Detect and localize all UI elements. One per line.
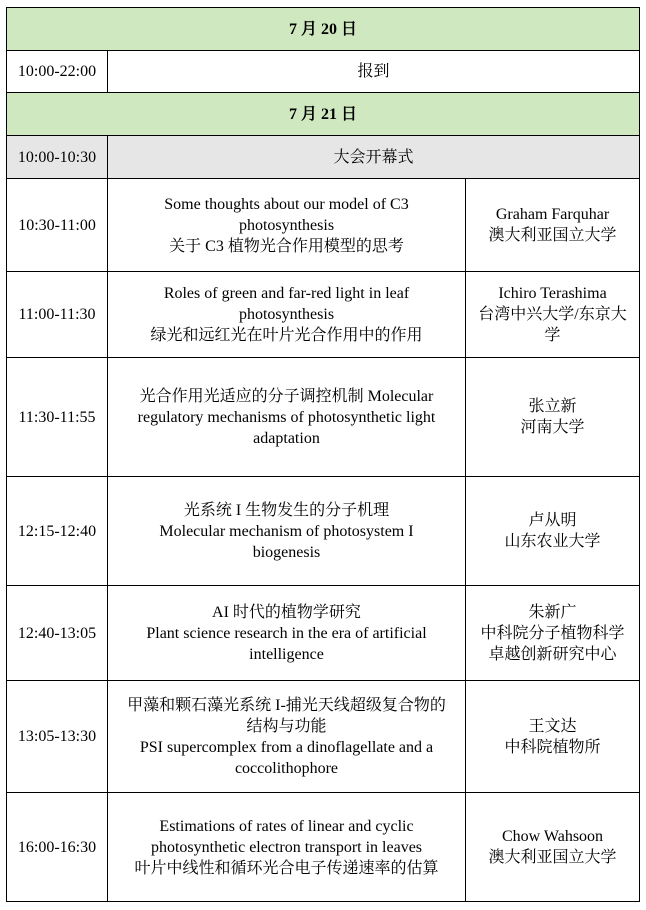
speaker-name: 卢从明 [528, 512, 577, 529]
speaker-affiliation: 山东农业大学 [504, 533, 601, 550]
schedule-row [7, 136, 640, 179]
speaker-cell [466, 477, 640, 586]
talk-title-cell [108, 358, 466, 477]
schedule-table [6, 7, 640, 902]
talk-title-cell [108, 793, 466, 902]
schedule-row [7, 586, 640, 681]
talk-title-cell [108, 272, 466, 358]
time-cell: 12:40-13:05 [7, 586, 108, 681]
schedule-row [7, 793, 640, 902]
speaker-name: Ichiro Terashima [498, 285, 607, 302]
day-header: 7 月 20 日 [7, 8, 640, 51]
talk-title-line: 光合作用光适应的分子调控机制 Molecular [139, 387, 434, 405]
schedule-row [7, 358, 640, 477]
talk-title-cell [108, 179, 466, 272]
speaker-affiliation: 澳大利亚国立大学 [488, 227, 617, 244]
talk-title-line: biogenesis [252, 543, 321, 561]
talk-title-line: 结构与功能 [246, 717, 327, 735]
time-cell: 11:30-11:55 [7, 358, 108, 477]
speaker-affiliation: 河南大学 [520, 419, 585, 436]
schedule-row [7, 477, 640, 586]
speaker-name: Chow Wahsoon [501, 828, 604, 845]
schedule-row [7, 681, 640, 793]
time-cell: 10:00-22:00 [7, 51, 108, 93]
talk-title-line: Plant science research in the era of artificial [146, 624, 427, 642]
speaker-cell [466, 358, 640, 477]
speaker-affiliation: 卓越创新研究中心 [488, 645, 617, 663]
talk-title-cell [108, 681, 466, 793]
speaker-cell [466, 681, 640, 793]
event-cell: 报到 [108, 51, 640, 93]
day-header-row [7, 93, 640, 136]
speaker-affiliation: 中科院植物所 [504, 738, 601, 756]
talk-title-line: photosynthesis [238, 216, 335, 234]
time-cell: 10:30-11:00 [7, 179, 108, 272]
schedule-row [7, 51, 640, 93]
talk-title-line: Estimations of rates of linear and cyclic [159, 817, 414, 835]
time-cell: 11:00-11:30 [7, 272, 108, 358]
speaker-name: Graham Farquhar [495, 206, 610, 223]
speaker-name: 张立新 [528, 398, 577, 415]
talk-title-line: 绿光和远红光在叶片光合作用中的作用 [150, 327, 423, 344]
day-header: 7 月 21 日 [7, 93, 640, 136]
speaker-affiliation: 中科院分子植物科学 [480, 624, 625, 642]
speaker-name: 王文达 [528, 717, 577, 735]
time-cell: 13:05-13:30 [7, 681, 108, 793]
talk-title-cell [108, 477, 466, 586]
talk-title-line: 甲藻和颗石藻光系统 I-捕光天线超级复合物的 [127, 696, 446, 714]
schedule-row [7, 179, 640, 272]
event-cell: 大会开幕式 [108, 136, 640, 179]
talk-title-line: photosynthesis [238, 306, 335, 323]
speaker-affiliation: 学 [544, 327, 561, 344]
schedule-row [7, 272, 640, 358]
talk-title-line: regulatory mechanisms of photosynthetic light [137, 408, 436, 426]
speaker-affiliation: 澳大利亚国立大学 [488, 849, 617, 866]
time-cell: 12:15-12:40 [7, 477, 108, 586]
talk-title-line: PSI supercomplex from a dinoflagellate and a [139, 738, 434, 756]
talk-title-line: Some thoughts about our model of C3 [164, 195, 409, 213]
speaker-cell [466, 793, 640, 902]
speaker-cell [466, 179, 640, 272]
talk-title-line: intelligence [249, 645, 324, 663]
talk-title-line: 叶片中线性和循环光合电子传递速率的估算 [134, 859, 439, 877]
speaker-affiliation: 台湾中兴大学/东京大 [478, 306, 627, 323]
talk-title-line: 光系统 I 生物发生的分子机理 [183, 501, 390, 519]
talk-title-line: adaptation [253, 429, 320, 447]
speaker-name: 朱新广 [528, 603, 577, 621]
talk-title-line: coccolithophore [234, 759, 339, 777]
speaker-cell [466, 272, 640, 358]
talk-title-line: Molecular mechanism of photosystem I [159, 522, 414, 540]
talk-title-line: photosynthetic electron transport in leaves [150, 838, 423, 856]
speaker-cell [466, 586, 640, 681]
time-cell: 16:00-16:30 [7, 793, 108, 902]
talk-title-line: AI 时代的植物学研究 [212, 603, 361, 621]
talk-title-line: Roles of green and far-red light in leaf [163, 285, 410, 302]
talk-title-cell [108, 586, 466, 681]
day-header-row [7, 8, 640, 51]
talk-title-line: 关于 C3 植物光合作用模型的思考 [169, 237, 404, 255]
time-cell: 10:00-10:30 [7, 136, 108, 179]
